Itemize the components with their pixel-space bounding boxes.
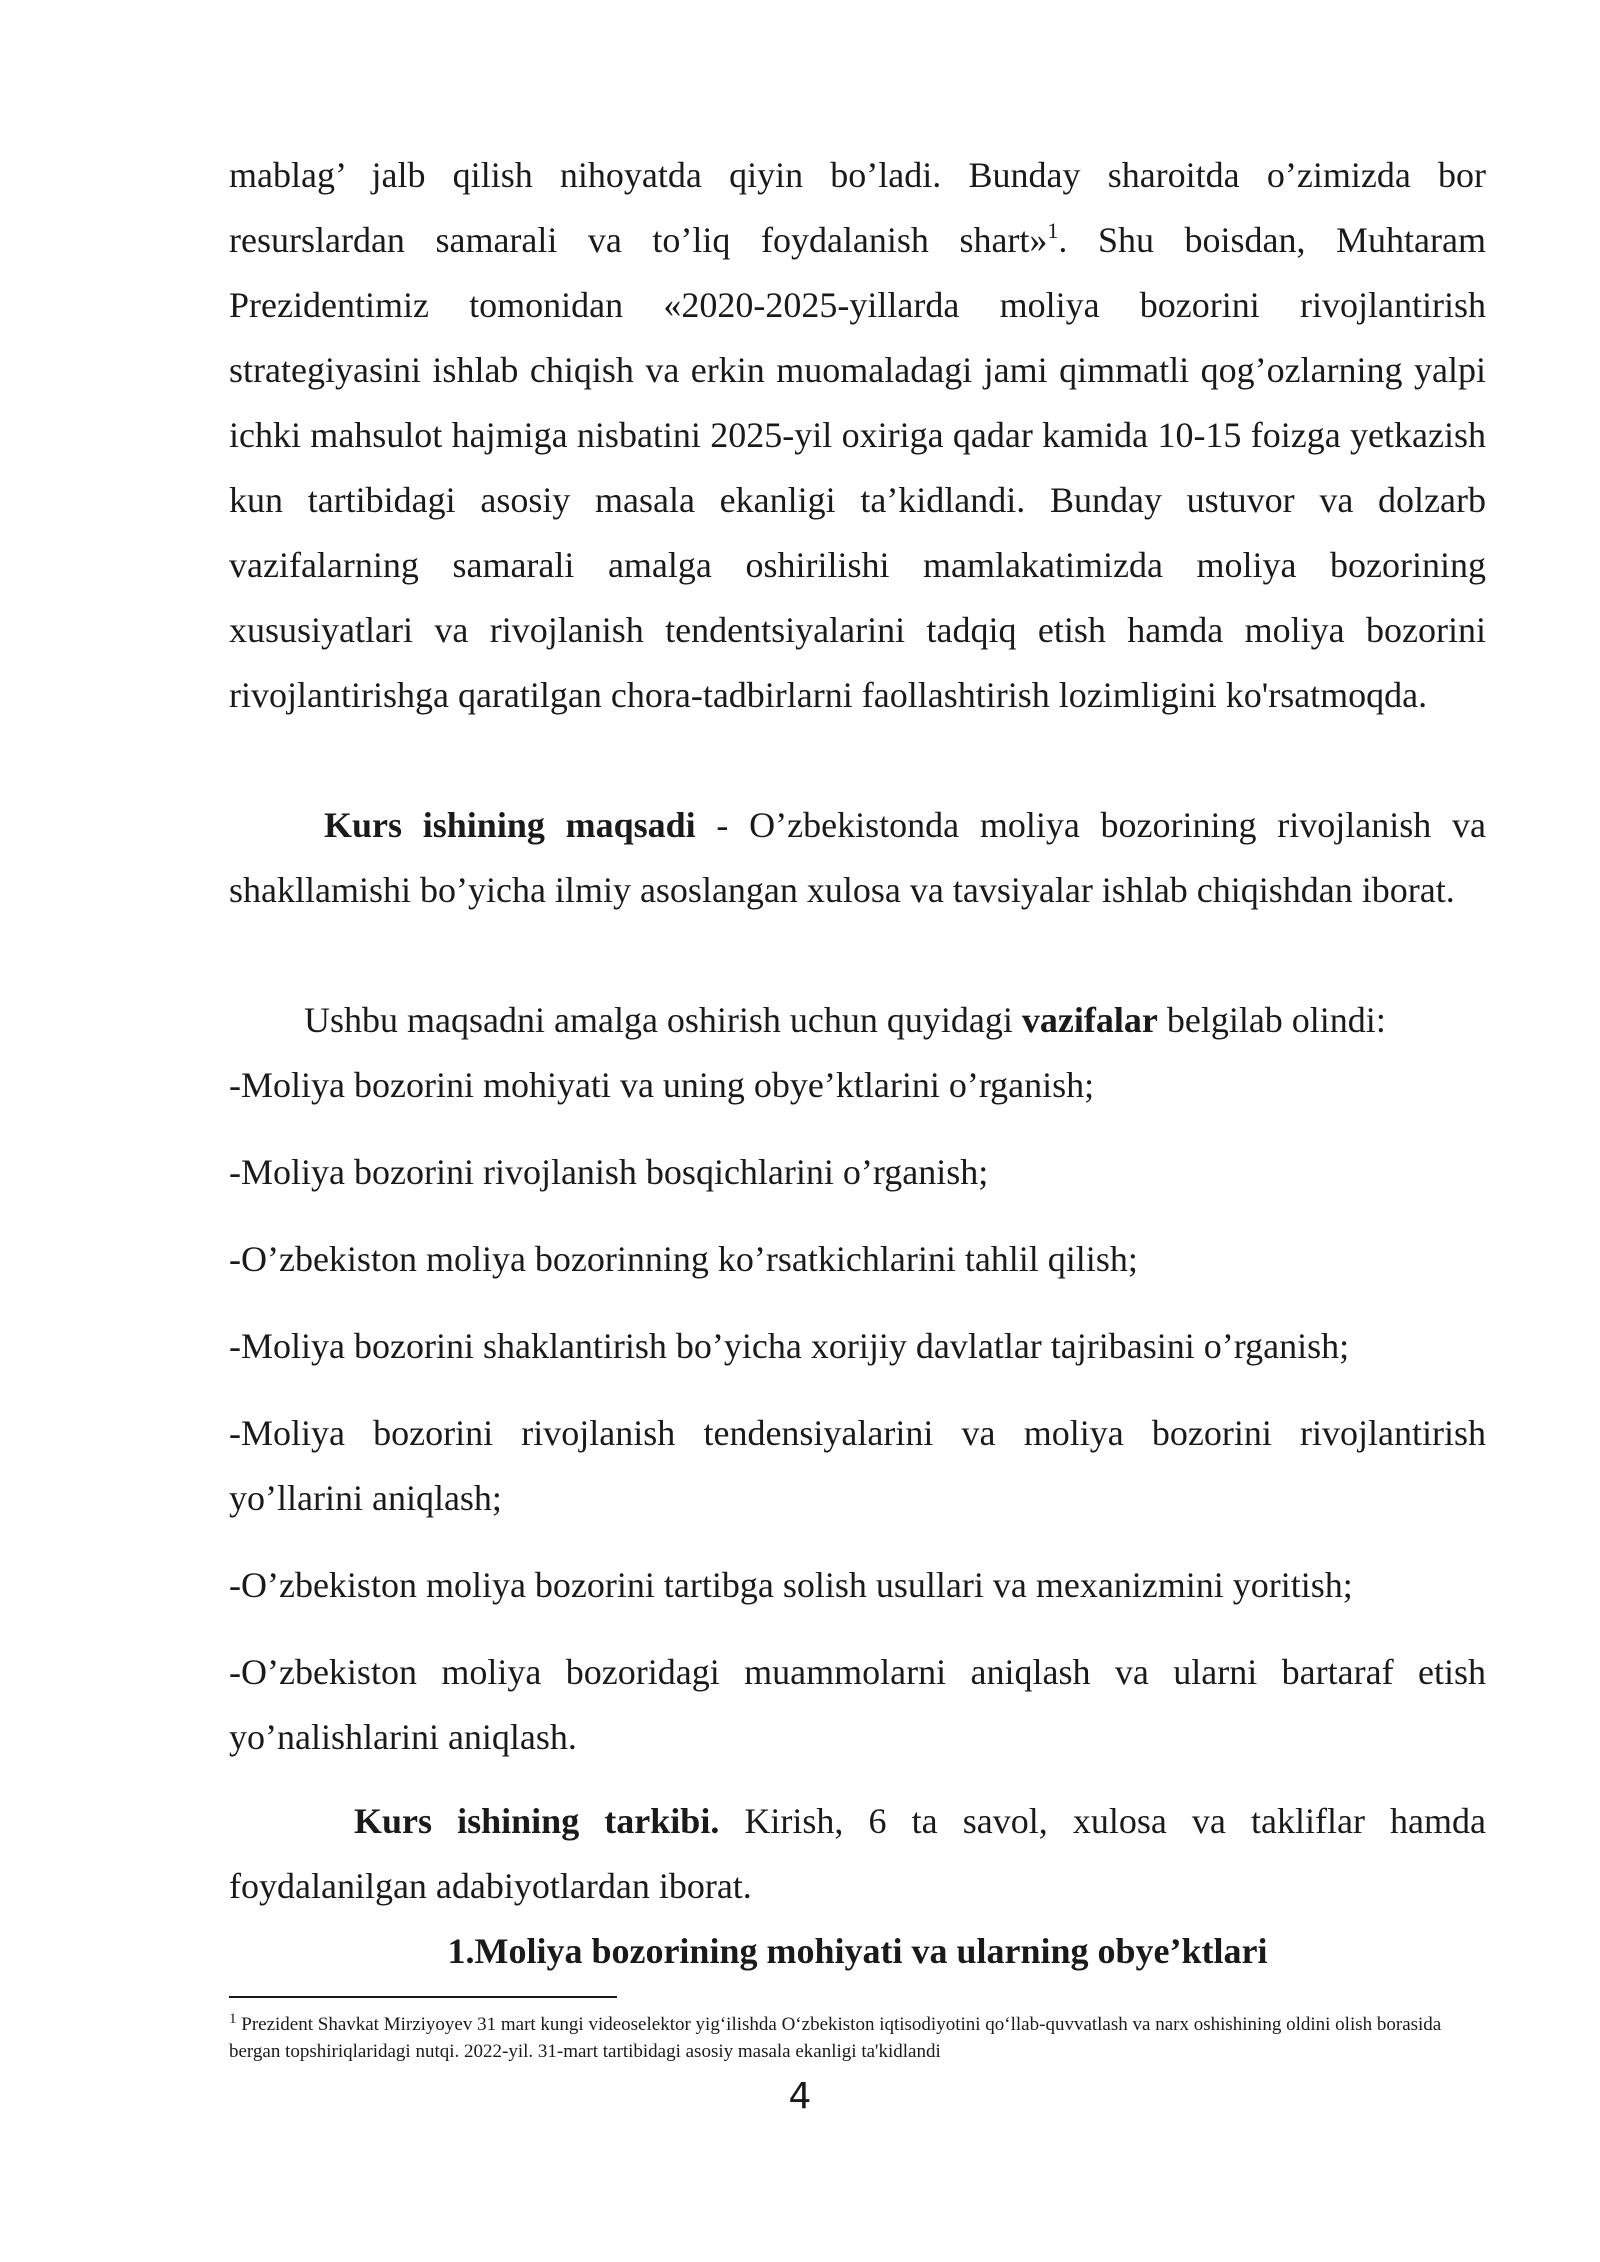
intro-text-after-note: . Shu boisdan, Muhtaram Prezidentimiz tomonidan «2020-2025-yillarda moliya bozorini rivojlantirish strategiyasini ishlab chiqish va erkin muomaladagi jami qimmatli qog’ozlarning yalpi ichki mahsulot hajmiga nisbatini 2025-yil oxiriga qadar kamida 10-15 foizga yetkazish kun tartibidagi asosiy masala ekanligi ta’kidlandi. Bunday ustuvor va dolzarb vazifalarning samarali amalga oshirilishi mamlakatimizda moliya bozorining xususiyatlari va rivojlanish tendentsiyalarini tadqiq etish hamda moliya bozorini rivojlantirishga qaratilgan chora-tadbirlarni faollashtirish lozimligini ko'rsatmoqda. — [229, 220, 1486, 715]
footnote-text: Prezident Shavkat Mirziyoyev 31 mart kungi videoselektor yig‘ilishda O‘zbekiston iqtisodiyotini qo‘llab-quvvatlash va narx oshishining oldini olish borasida bergan topshiriqlaridagi nutqi. 2022-yil. 31-mart tartibidagi asosiy masala ekanligi ta'kidlandi — [229, 2014, 1442, 2062]
goal-text: - O’zbekistonda moliya bozorining rivojlanish va shakllamishi bo’yicha ilmiy asoslangan xulosa va tavsiyalar ishlab chiqishdan iborat. — [229, 805, 1486, 910]
footnote-divider — [229, 1996, 617, 1998]
task-list-item: -Moliya bozorini shaklantirish bo’yicha xorijiy davlatlar tajribasini o’rganish; — [229, 1326, 1350, 1366]
intro-text-before-note: mablag’ jalb qilish nihoyatda qiyin bo’ladi. Bunday sharoitda o’zimizda bor resurslardan samarali va to’liq foydalanish shart» — [229, 155, 1486, 260]
task-list-item: -O’zbekiston moliya bozorini tartibga solish usullari va mexanizmini yoritish; — [229, 1565, 1353, 1605]
tasks-intro-before: Ushbu maqsadni amalga oshirish uchun quyidagi — [304, 1000, 1022, 1040]
structure-text: Kirish, 6 ta savol, xulosa va takliflar hamda foydalanilgan adabiyotlardan iborat. — [229, 1801, 1487, 1906]
task-list-item: -Moliya bozorini rivojlanish tendensiyalarini va moliya bozorini rivojlantirish yo’llarini aniqlash; — [229, 1413, 1486, 1518]
tasks-intro-paragraph — [229, 988, 1486, 1053]
goal-label: Kurs ishining maqsadi — [324, 805, 696, 845]
footnote-reference[interactable]: 1 — [1047, 218, 1059, 243]
section-heading: 1.Moliya bozorining mohiyati va ularning obye’ktlari — [447, 1931, 1268, 1971]
footnote-number: 1 — [229, 2011, 237, 2027]
tasks-intro-after: belgilab olindi: — [1157, 1000, 1386, 1040]
structure-paragraph — [229, 1789, 1486, 1919]
goal-paragraph — [229, 793, 1486, 923]
tasks-intro-bold: vazifalar — [1021, 1000, 1158, 1040]
task-list-item: -O’zbekiston moliya bozoridagi muammolarni aniqlash va ularni bartaraf etish yo’nalishlarini aniqlash. — [229, 1652, 1486, 1757]
task-list-item: -O’zbekiston moliya bozorinning ko’rsatkichlarini tahlil qilish; — [229, 1239, 1138, 1279]
task-list-item: -Moliya bozorini rivojlanish bosqichlarini o’rganish; — [229, 1152, 989, 1192]
structure-label: Kurs ishining tarkibi. — [354, 1801, 720, 1841]
footnote — [229, 2011, 1486, 2065]
intro-paragraph — [229, 143, 1486, 728]
page-number: 4 — [788, 2076, 812, 2117]
task-list-item: -Moliya bozorini mohiyati va uning obye’ktlarini o’rganish; — [229, 1065, 1095, 1105]
